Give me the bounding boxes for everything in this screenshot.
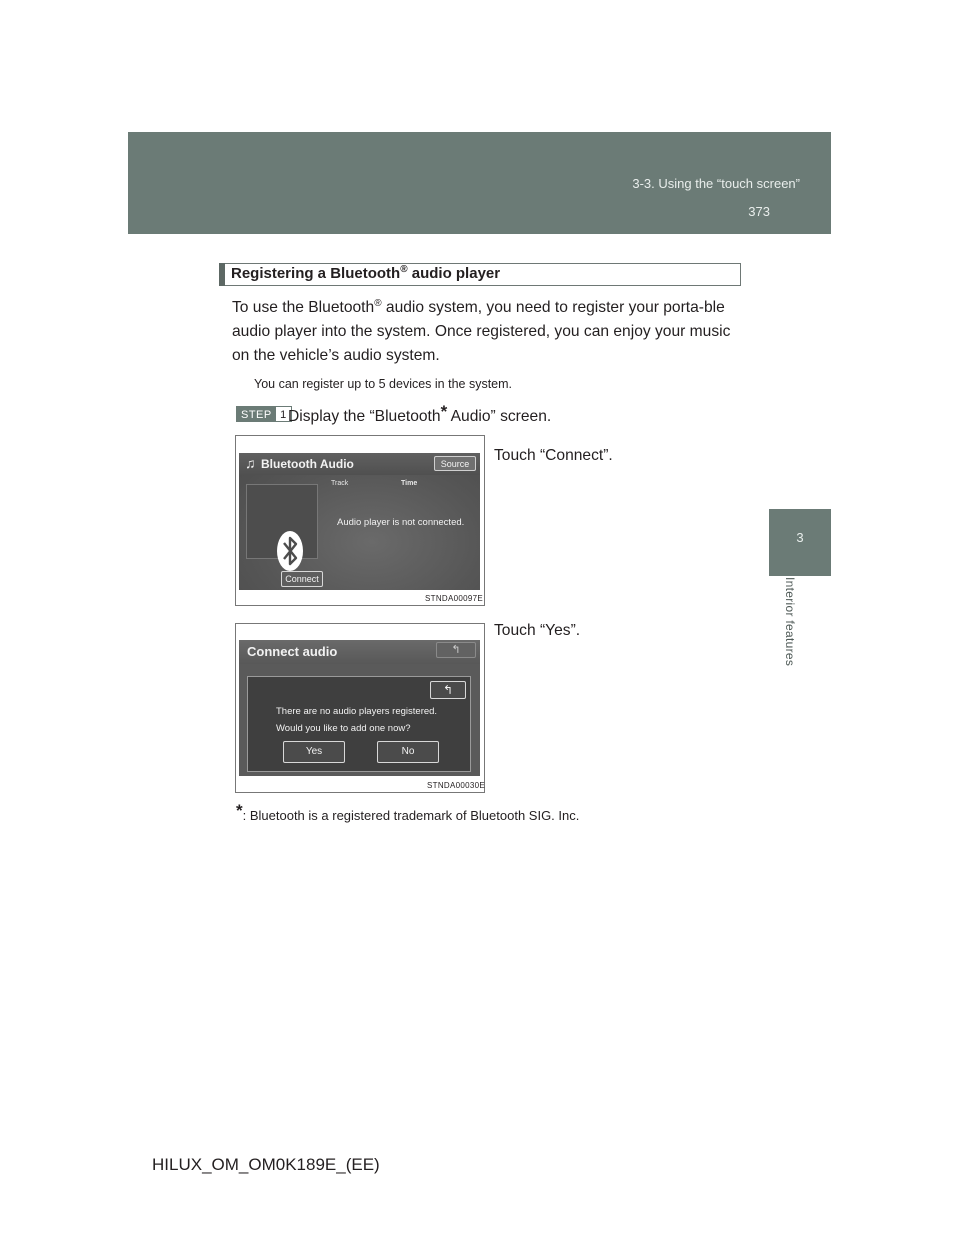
step-1-text (288, 402, 551, 426)
footnote-text: : Bluetooth is a registered trademark of Bluetooth SIG. Inc. (242, 808, 580, 823)
heading-text-part: audio player (407, 265, 501, 282)
section-heading-bar (219, 263, 225, 286)
figure-code: STNDA00030E (427, 781, 485, 790)
not-connected-message: Audio player is not connected. (337, 517, 465, 528)
source-button[interactable]: Source (434, 456, 476, 471)
back-arrow-icon[interactable]: ↰ (436, 642, 476, 658)
step-3-text: Touch “Yes”. (494, 622, 581, 639)
step-2-text: Touch “Connect”. (494, 447, 613, 464)
screen-title: Bluetooth Audio (261, 457, 354, 471)
step-1-badge (236, 406, 292, 422)
heading-text-part: Registering a Bluetooth (231, 265, 401, 282)
footnote-star: * (236, 801, 243, 820)
yes-button[interactable]: Yes (283, 741, 345, 763)
no-button[interactable]: No (377, 741, 439, 763)
back-arrow-icon[interactable]: ↰ (430, 681, 466, 699)
dialog-message-line-1: There are no audio players registered. (276, 706, 438, 717)
footnote-star: * (440, 402, 448, 421)
section-heading (231, 264, 500, 284)
confirm-dialog (247, 676, 471, 772)
intro-text-part: To use the Bluetooth (232, 299, 375, 316)
intro-paragraph (232, 296, 747, 368)
time-label: Time (401, 480, 418, 487)
bluetooth-icon (275, 529, 305, 573)
chapter-number: 3 (796, 530, 804, 545)
registered-mark: ® (374, 297, 382, 309)
page-number: 373 (748, 204, 770, 219)
step-text-part: Display the “Bluetooth (288, 408, 441, 425)
connect-button[interactable]: Connect (281, 571, 323, 587)
chapter-label: Interior features (783, 577, 797, 667)
section-label: 3-3. Using the “touch screen” (632, 176, 800, 191)
footnote (236, 801, 579, 823)
intro-text-part: audio system, you need to register your porta-ble audio player into the system. Once registered, you can enjoy your music on the vehicle’s audio system. (232, 299, 731, 364)
screen-title: Connect audio (247, 644, 338, 659)
document-code: HILUX_OM_OM0K189E_(EE) (152, 1155, 380, 1174)
album-art-placeholder (246, 484, 318, 559)
registered-mark: ® (400, 264, 408, 275)
track-label: Track (331, 480, 349, 487)
step-label: STEP (237, 407, 276, 421)
bluetooth-audio-screen (239, 453, 480, 590)
music-note-icon: ♫ (245, 455, 256, 471)
step-number: 1 (276, 407, 291, 421)
step-text-part: Audio” screen. (447, 408, 552, 425)
dialog-message-line-2: Would you like to add one now? (276, 723, 411, 734)
device-limit-note: You can register up to 5 devices in the system. (254, 377, 513, 391)
figure-code: STNDA00097E (425, 594, 483, 603)
connect-audio-screen (239, 640, 480, 776)
